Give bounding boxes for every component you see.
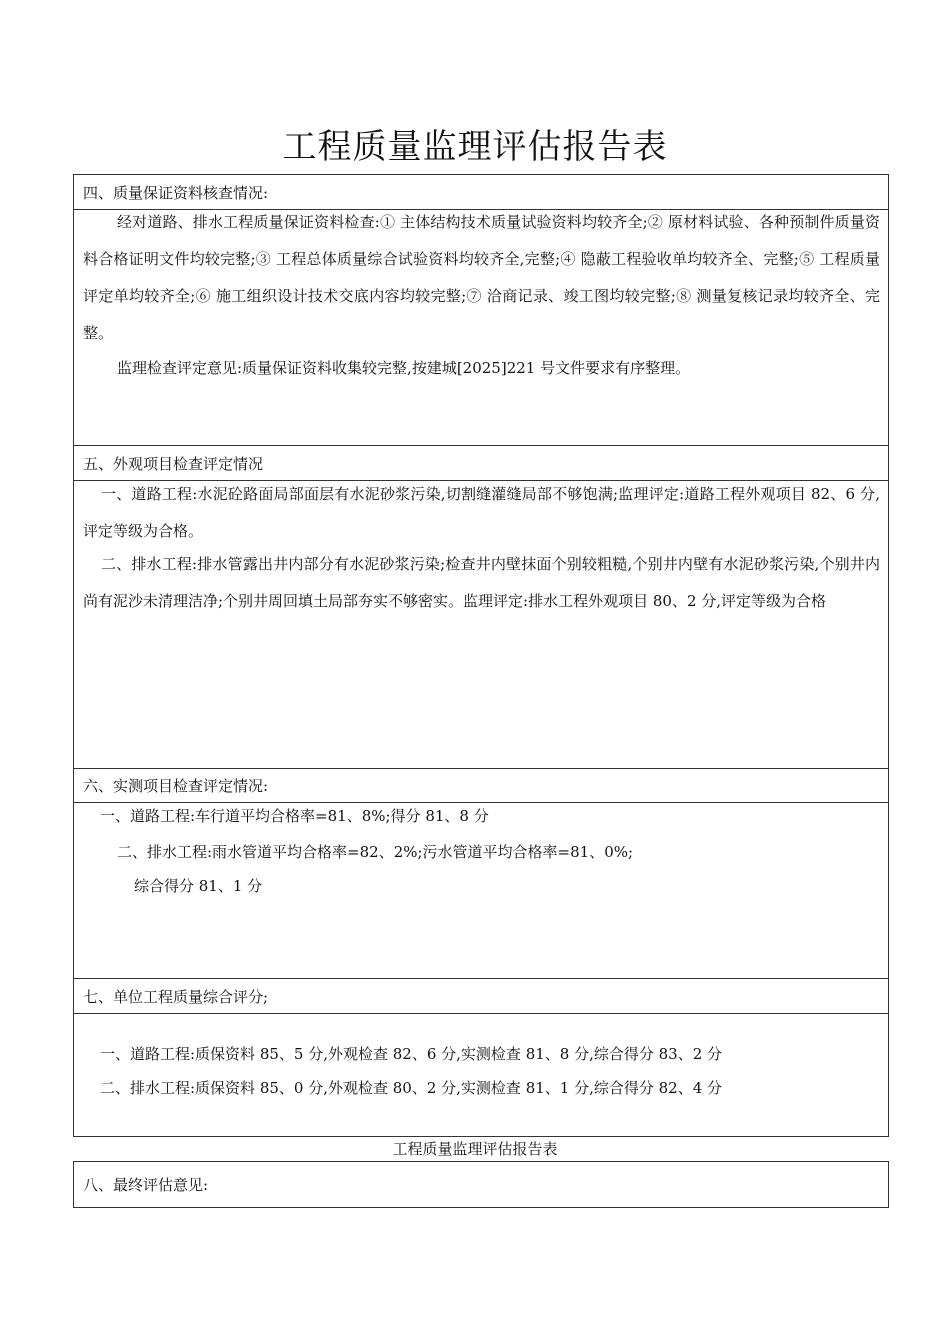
section4-para1: 经对道路、排水工程质量保证资料检查:① 主体结构技术质量试验资料均较齐全;② 原材料试验、各种预制件质量资料合格证明文件均较完整;③ 工程总体质量综合试验资料均较齐全,完整;④ 隐蔽工程验收单均较齐全、完整;⑤ 工程质量评定单均较齐全;⑥ 施工组织设计技术交底内容均较完整;⑦ 洽商记录、竣工图均较完整;⑧ 测量复核记录均较齐全、完整。 (83, 213, 880, 342)
section6-line3: 综合得分 81、1 分 (134, 877, 263, 895)
section7-heading: 七、单位工程质量综合评分; (73, 978, 889, 1014)
repeated-table-title: 工程质量监理评估报告表 (392, 1140, 558, 1158)
section7-line2: 二、排水工程:质保资料 85、0 分,外观检查 80、2 分,实测检查 81、1 分,综合得分 82、4 分 (100, 1079, 723, 1097)
page-title: 工程质量监理评估报告表 (282, 127, 668, 167)
section8-box (73, 1161, 889, 1208)
section5-para2: 二、排水工程:排水管露出井内部分有水泥砂浆污染;检查井内壁抹面个别较粗糙,个别井内壁有水泥砂浆污染,个别井内尚有泥沙未清理洁净;个别井周回填土局部夯实不够密实。监理评定:排水工程外观项目 80、2 分,评定等级为合格 (83, 555, 880, 610)
section4-para2: 监理检查评定意见:质量保证资料收集较完整,按建城[2025]221 号文件要求有序整理。 (117, 359, 691, 377)
section5-para1: 一、道路工程:水泥砼路面局部面层有水泥砂浆污染,切割缝灌缝局部不够饱满;监理评定:道路工程外观项目 82、6 分,评定等级为合格。 (83, 485, 880, 540)
section4-body (73, 210, 889, 446)
section5-body (73, 481, 889, 769)
section6-body (73, 803, 889, 979)
section8-heading: 八、最终评估意见: (83, 1176, 209, 1194)
section6-line2: 二、排水工程:雨水管道平均合格率=82、2%;污水管道平均合格率=81、0%; (117, 843, 634, 861)
section7-line1: 一、道路工程:质保资料 85、5 分,外观检查 82、6 分,实测检查 81、8 分,综合得分 83、2 分 (100, 1045, 723, 1063)
section6-line1: 一、道路工程:车行道平均合格率=81、8%;得分 81、8 分 (100, 807, 489, 825)
section6-heading: 六、实测项目检查评定情况: (73, 768, 889, 803)
section5-heading: 五、外观项目检查评定情况 (73, 445, 889, 481)
section7-body (73, 1014, 889, 1137)
section4-heading: 四、质量保证资料核查情况: (73, 174, 889, 210)
